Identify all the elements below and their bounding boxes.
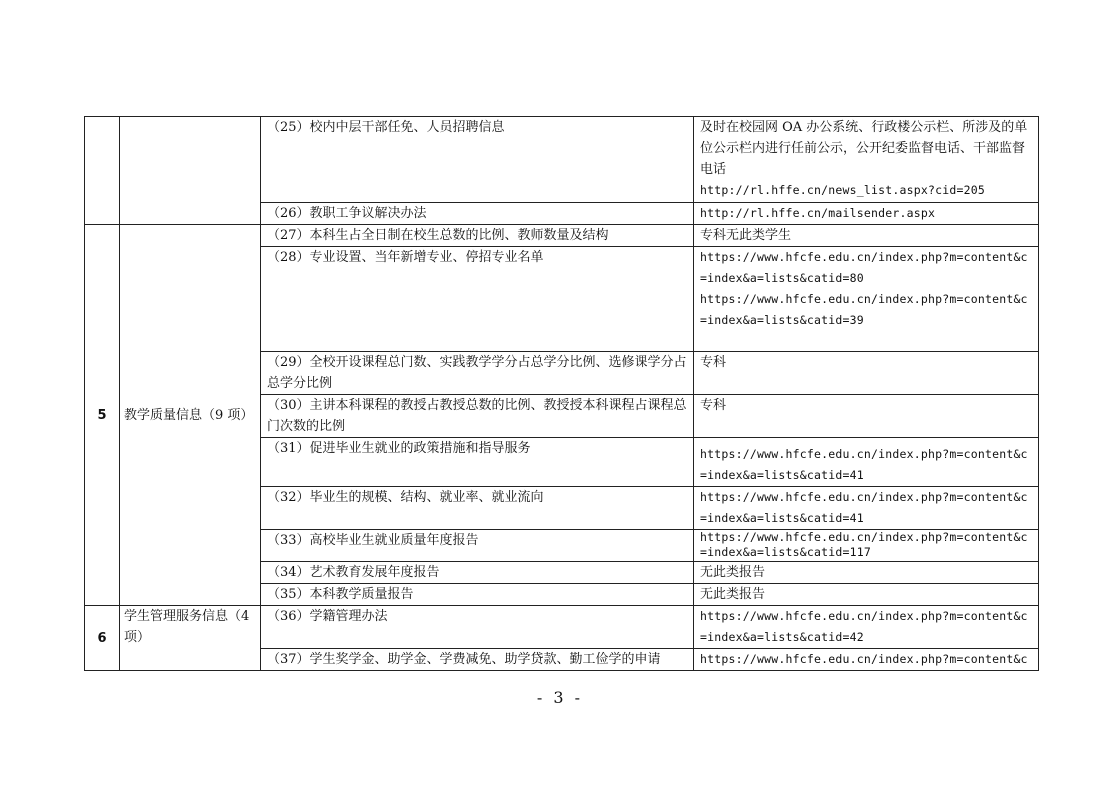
disclosure-url[interactable]: https://www.hfcfe.edu.cn/index.php?m=content&c=index&a=lists&catid=41: [700, 490, 1028, 525]
disclosure-cell: [694, 562, 1039, 584]
disclosure-url[interactable]: https://www.hfcfe.edu.cn/index.php?m=content&c=index&a=lists&catid=117: [700, 530, 1028, 559]
disclosure-cell: [694, 530, 1039, 562]
item-text: （32）毕业生的规模、结构、就业率、就业流向: [267, 490, 544, 505]
disclosure-cell: [694, 606, 1039, 649]
disclosure-cell: [694, 649, 1039, 671]
disclosure-note: 无此类报告: [700, 587, 766, 602]
disclosure-cell: [694, 487, 1039, 530]
disclosure-cell: [694, 225, 1039, 247]
item-text: （27）本科生占全日制在校生总数的比例、教师数量及结构: [267, 228, 609, 243]
table-row: [85, 225, 1039, 247]
item-cell: [261, 562, 694, 584]
disclosure-note: 专科: [700, 398, 727, 413]
item-text: （28）专业设置、当年新增专业、停招专业名单: [267, 250, 544, 265]
item-text: （26）教职工争议解决办法: [267, 206, 427, 221]
item-cell: [261, 247, 694, 352]
item-text: （34）艺术教育发展年度报告: [267, 565, 440, 580]
item-cell: [261, 352, 694, 395]
group-number: 6: [85, 606, 120, 671]
table-row: [85, 606, 1039, 649]
item-text: （29）全校开设课程总门数、实践教学学分占总学分比例、选修课学分占总学分比例: [267, 355, 687, 391]
disclosure-cell: [694, 352, 1039, 395]
group-category-cell: [120, 117, 261, 225]
disclosure-url[interactable]: https://www.hfcfe.edu.cn/index.php?m=content&c=index&a=lists&catid=41: [700, 447, 1028, 482]
disclosure-table: [84, 116, 1039, 671]
disclosure-cell: [694, 438, 1039, 487]
disclosure-cell: [694, 203, 1039, 225]
group-number: 5: [85, 225, 120, 606]
disclosure-note: 及时在校园网 OA 办公系统、行政楼公示栏、所涉及的单位公示栏内进行任前公示，公开纪委监督电话、干部监督电话: [700, 120, 1028, 177]
item-text: （30）主讲本科课程的教授占教授总数的比例、教授授本科课程占课程总门次数的比例: [267, 398, 687, 434]
item-cell: [261, 117, 694, 203]
disclosure-url[interactable]: http://rl.hffe.cn/news_list.aspx?cid=205: [700, 183, 985, 197]
item-text: （33）高校毕业生就业质量年度报告: [267, 533, 479, 548]
group-category: 学生管理服务信息（4 项）: [120, 606, 261, 671]
item-cell: [261, 584, 694, 606]
disclosure-cell: [694, 395, 1039, 438]
disclosure-url[interactable]: https://www.hfcfe.edu.cn/index.php?m=content&c: [700, 652, 1028, 666]
item-cell: [261, 530, 694, 562]
disclosure-url[interactable]: https://www.hfcfe.edu.cn/index.php?m=content&c=index&a=lists&catid=39: [700, 292, 1028, 327]
disclosure-url[interactable]: http://rl.hffe.cn/mailsender.aspx: [700, 206, 936, 220]
item-cell: [261, 606, 694, 649]
disclosure-url[interactable]: https://www.hfcfe.edu.cn/index.php?m=content&c=index&a=lists&catid=42: [700, 609, 1028, 644]
disclosure-url[interactable]: https://www.hfcfe.edu.cn/index.php?m=content&c=index&a=lists&catid=80: [700, 250, 1028, 285]
item-cell: [261, 438, 694, 487]
table-row: [85, 117, 1039, 203]
item-text: （37）学生奖学金、助学金、学费减免、助学贷款、勤工俭学的申请: [267, 652, 661, 667]
disclosure-cell: [694, 117, 1039, 203]
disclosure-cell: [694, 247, 1039, 352]
item-cell: [261, 395, 694, 438]
disclosure-cell: [694, 584, 1039, 606]
disclosure-note: 无此类报告: [700, 565, 766, 580]
item-cell: [261, 487, 694, 530]
item-cell: [261, 203, 694, 225]
item-text: （31）促进毕业生就业的政策措施和指导服务: [267, 441, 531, 456]
item-text: （36）学籍管理办法: [267, 609, 388, 624]
item-text: （25）校内中层干部任免、人员招聘信息: [267, 120, 505, 135]
item-cell: [261, 225, 694, 247]
item-cell: [261, 649, 694, 671]
group-number-cell: [85, 117, 120, 225]
item-text: （35）本科教学质量报告: [267, 587, 414, 602]
disclosure-note: 专科: [700, 355, 727, 370]
disclosure-note: 专科无此类学生: [700, 228, 792, 243]
page-number: - 3 -: [536, 688, 584, 707]
group-category: 教学质量信息（9 项）: [120, 225, 261, 606]
